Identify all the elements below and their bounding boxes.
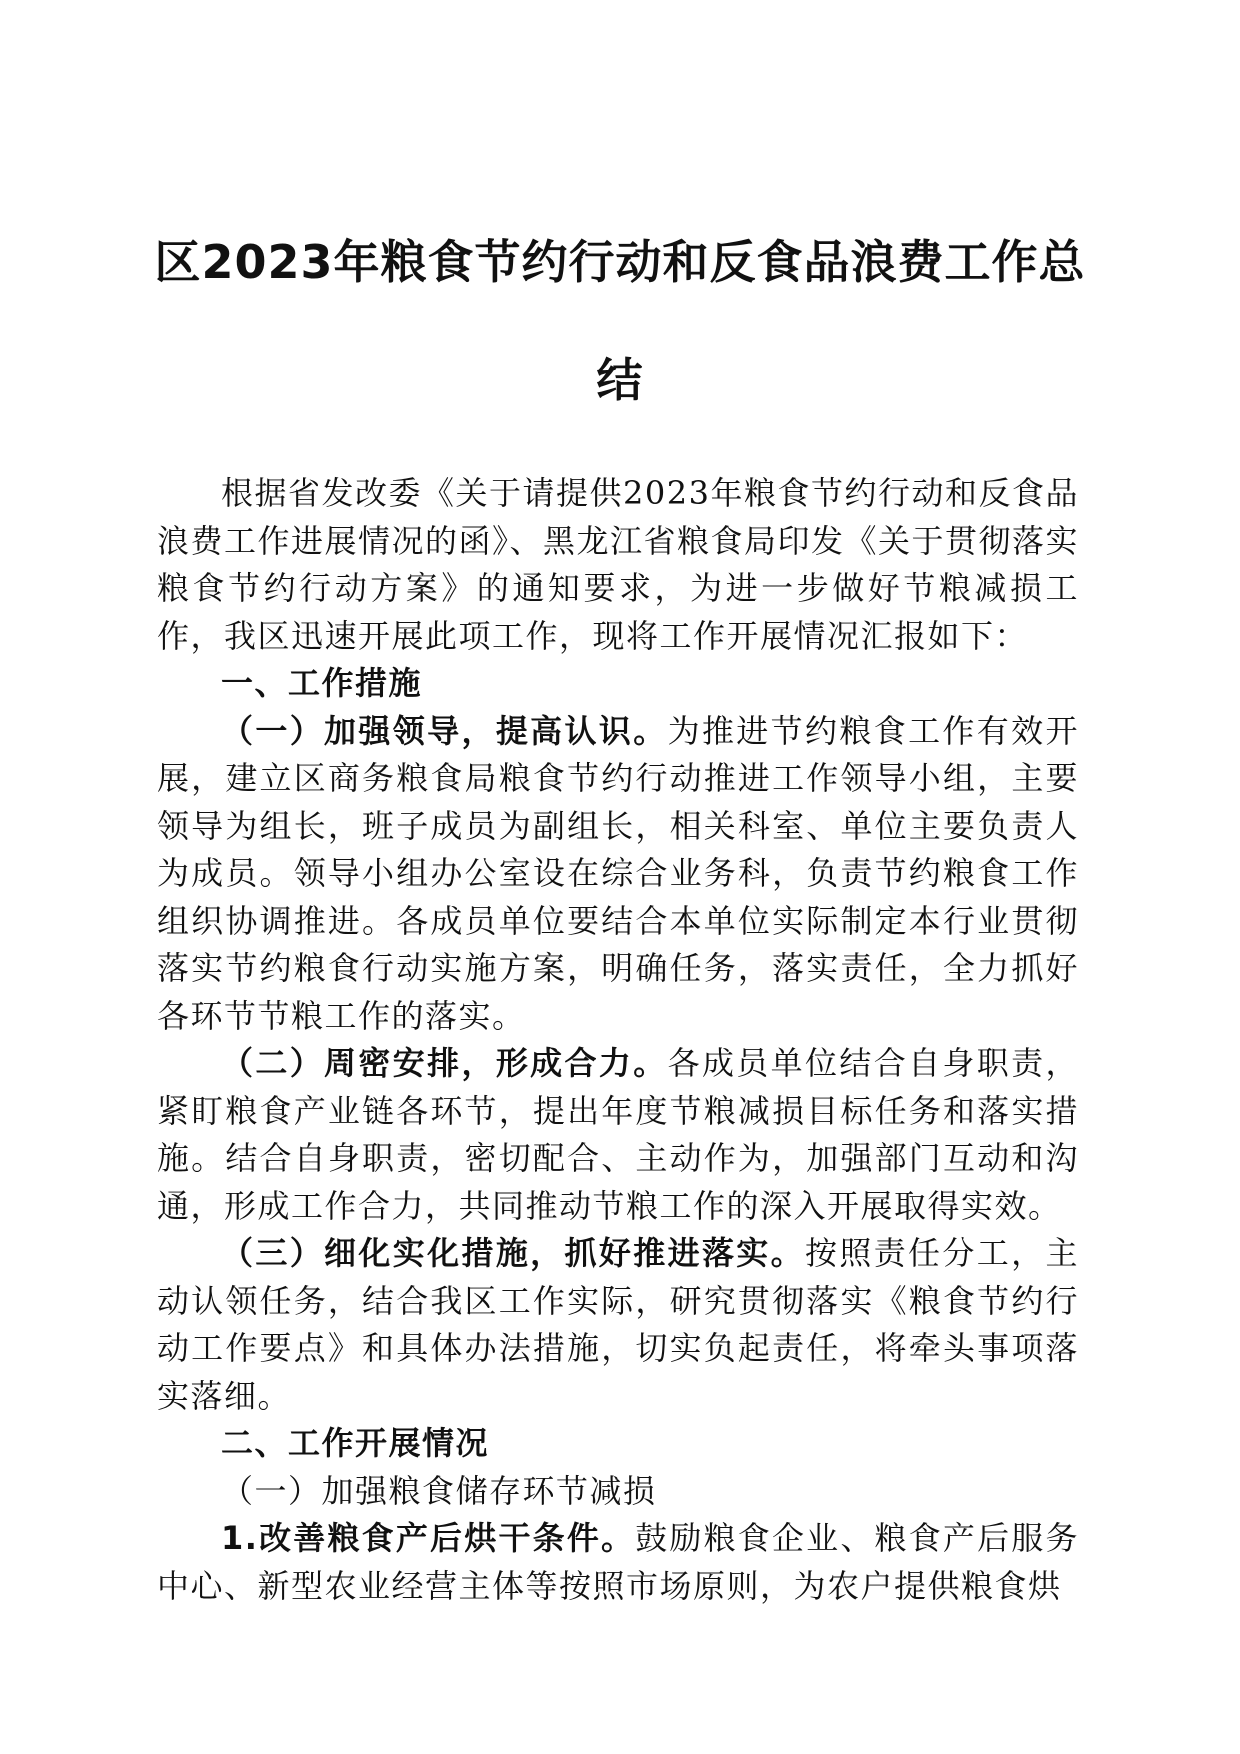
measure-2-lead: （二）周密安排，形成合力。 (221, 1044, 668, 1082)
measure-1-lead: （一）加强领导，提高认识。 (221, 711, 668, 750)
progress-point-paragraph-1 (157, 1515, 1079, 1610)
measure-2-text: 各成员单位结合自身职责，紧盯粮食产业链各环节，提出年度节粮减损目标任务和落实措施。结合自身职责，密切配合、主动作为，加强部门互动和沟通，形成工作合力，共同推动节粮工作的深入开展取得实效。 (157, 1044, 1079, 1225)
intro-paragraph: 根据省发改委《关于请提供2023年粮食节约行动和反食品浪费工作进展情况的函》、黑龙江省粮食局印发《关于贯彻落实粮食节约行动方案》的通知要求，为进一步做好节粮减损工作，我区迅速开展此项工作，现将工作开展情况汇报如下： (157, 474, 1080, 655)
measure-3-lead: （三）细化实化措施，抓好推进落实。 (221, 1234, 805, 1272)
section-heading-progress: 二、工作开展情况 (221, 1424, 490, 1462)
section-heading-measures: 一、工作措施 (221, 664, 423, 702)
progress-point-1-text: 鼓励粮食企业、粮食产后服务中心、新型农业经营主体等按照市场原则，为农户提供粮食烘 (157, 1519, 1079, 1605)
progress-subheading-1: （一）加强粮食储存环节减损 (221, 1471, 657, 1510)
measure-1-text: 为推进节约粮食工作有效开展，建立区商务粮食局粮食节约行动推进工作领导小组，主要领导为组长，班子成员为副组长，相关科室、单位主要负责人为成员。领导小组办公室设在综合业务科，负责节约粮食工作组织协调推进。各成员单位要结合本单位实际制定本行业贯彻落实节约粮食行动实施方案，明确任务，落实责任，全力抓好各环节节粮工作的落实。 (157, 711, 1079, 1035)
document-title-line-2: 结 (596, 353, 644, 407)
measure-paragraph-3 (157, 1230, 1079, 1420)
measure-paragraph-1 (157, 708, 1079, 1041)
progress-point-1-lead: 1.改善粮食产后烘干条件。 (221, 1519, 636, 1557)
document-body (157, 470, 1079, 1610)
measure-paragraph-2 (157, 1040, 1079, 1230)
document-title-line-1: 区2023年粮食节约行动和反食品浪费工作总 (154, 235, 1086, 289)
measure-3-text: 按照责任分工，主动认领任务，结合我区工作实际，研究贯彻落实《粮食节约行动工作要点》和具体办法措施，切实负起责任，将牵头事项落实落细。 (157, 1234, 1079, 1415)
